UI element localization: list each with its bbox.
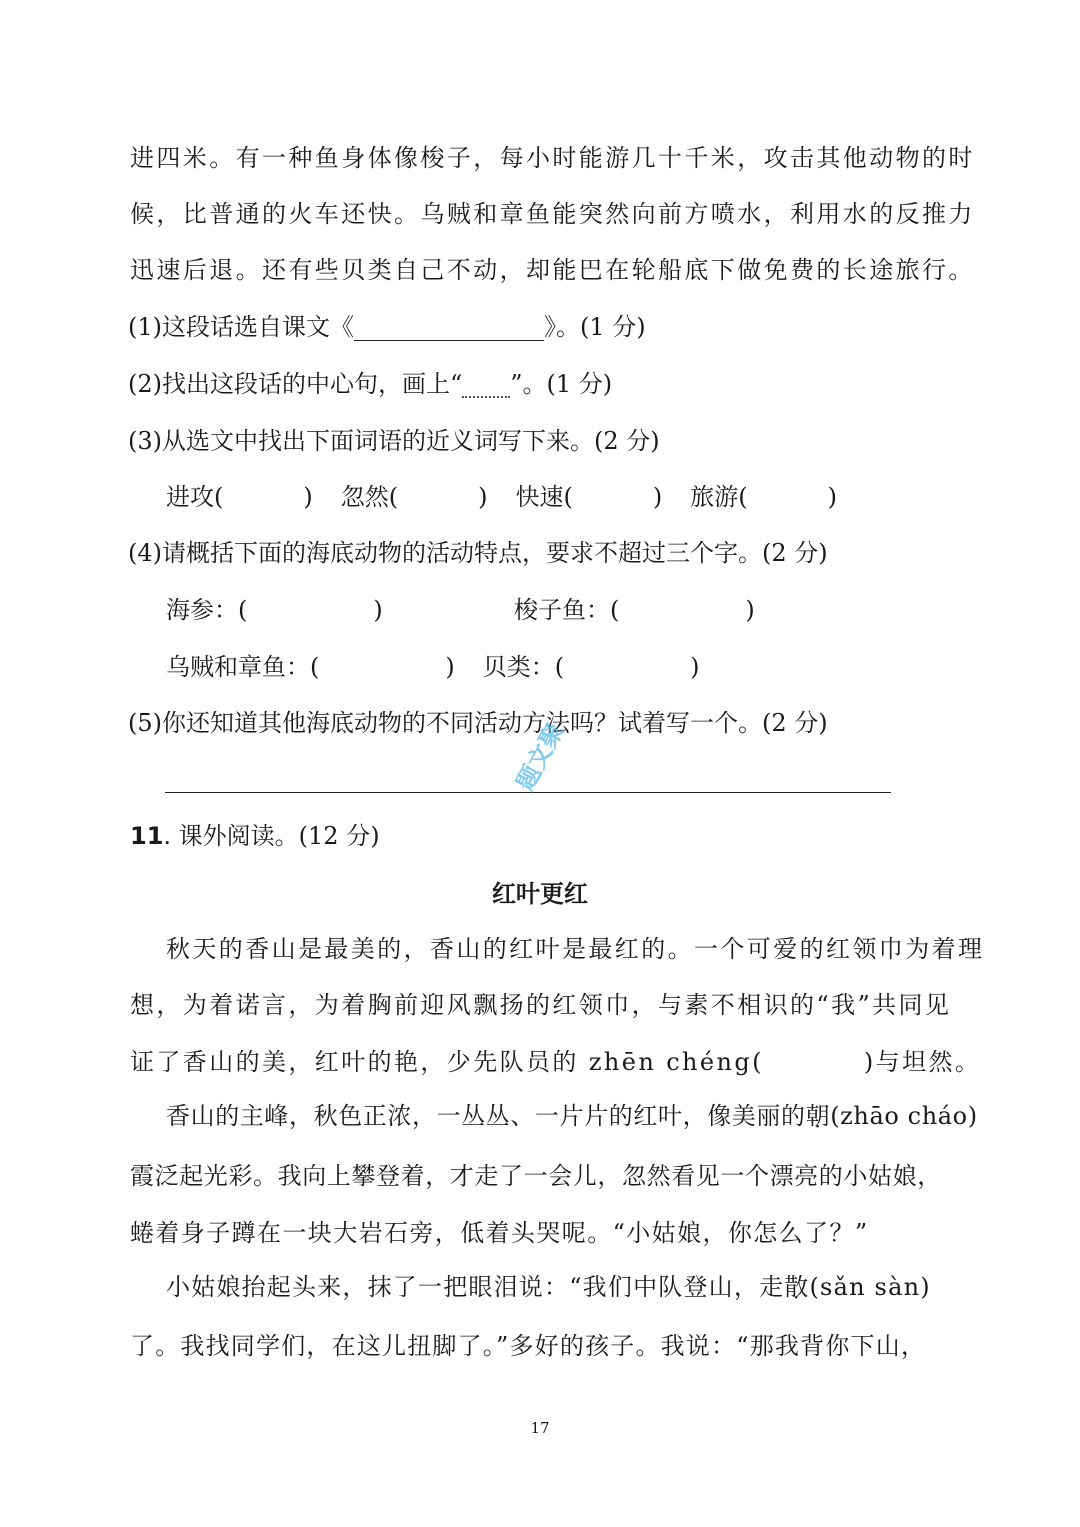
watermark-logo: 题文聚 [510, 718, 570, 796]
q4-close-2: ) [745, 596, 755, 624]
passage-line-2: 候，比普通的火车还快。乌贼和章鱼能突然向前方喷水，利用水的反推力 [130, 200, 975, 228]
dotted-char-zhao: 朝 [805, 1102, 831, 1130]
section-11-heading [130, 818, 380, 854]
question-1-score: 》。(1 分) [544, 313, 646, 341]
section-label: . 课外阅读。(12 分) [163, 822, 380, 850]
section-number: 11 [130, 822, 164, 850]
question-4-row-2 [166, 649, 700, 685]
dotted-char-san: 散 [784, 1273, 810, 1301]
q4-close-1: ) [373, 596, 383, 624]
q3-word-3: 快速( [515, 483, 573, 511]
story-p3-line-2: 了。我找同学们，在这儿扭脚了。”多好的孩子。我说：“那我背你下山， [130, 1332, 927, 1360]
q3-close-3: ) [652, 483, 663, 511]
question-3-words [166, 479, 837, 515]
q3-word-4: 旅游( [690, 483, 748, 511]
story-p2-line-1 [166, 1098, 978, 1134]
q3-close-4: ) [827, 483, 837, 511]
q4-close-3: ) [445, 653, 455, 681]
wavy-underline-mark [462, 376, 510, 398]
question-2-score: ”。(1 分) [510, 370, 613, 398]
q3-close-2: ) [478, 483, 488, 511]
story-p2-line-2: 霞泛起光彩。我向上攀登着，才走了一会儿，忽然看见一个漂亮的小姑娘， [130, 1162, 942, 1190]
story-title: 红叶更红 [492, 880, 588, 908]
question-2-text: (2)找出这段话的中心句，画上“ [128, 370, 463, 398]
question-4-row-1 [166, 592, 383, 628]
passage-line-1: 进四米。有一种鱼身体像梭子，每小时能游几十千米，攻击其他动物的时 [130, 144, 975, 172]
question-1 [128, 309, 646, 345]
question-4: (4)请概括下面的海底动物的活动特点，要求不超过三个字。(2 分) [128, 539, 828, 567]
q3-word-1: 进攻( [166, 483, 224, 511]
story-p3-line-1-text: 小姑娘抬起头来，抹了一把眼泪说：“我们中队登山，走 [166, 1273, 785, 1301]
story-p2-line-3: 蜷着身子蹲在一块大岩石旁，低着头哭呢。“小姑娘，你怎么了？” [130, 1219, 869, 1247]
question-1-text: (1)这段话选自课文《 [128, 313, 354, 341]
question-2 [128, 366, 612, 402]
story-p1-line-3 [130, 1044, 982, 1080]
question-5-answer-line[interactable] [165, 792, 891, 793]
story-p1-line-2: 想，为着诺言，为着胸前迎风飘扬的红领巾，与素不相识的“我”共同见 [130, 991, 952, 1019]
pronunciation-choice-1: (zhāo cháo) [830, 1102, 978, 1130]
question-3: (3)从选文中找出下面词语的近义词写下来。(2 分) [128, 427, 660, 455]
q4-item-4: 贝类：( [482, 653, 565, 681]
q4-item-2: 梭子鱼：( [514, 596, 620, 624]
story-p3-line-1 [166, 1269, 950, 1305]
pinyin-question-end: )与坦然。 [863, 1048, 982, 1076]
q3-close-1: ) [303, 483, 313, 511]
passage-line-3: 迅速后退。还有些贝类自己不动，却能巴在轮船底下做免费的长途旅行。 [130, 256, 975, 284]
q3-word-2: 忽然( [340, 483, 399, 511]
question-5: (5)你还知道其他海底动物的不同活动方法吗？试着写一个。(2 分) [128, 709, 828, 737]
question-4-row-1b [514, 592, 755, 628]
story-p2-line-1-text: 香山的主峰，秋色正浓，一丛丛、一片片的红叶，像美丽的 [166, 1102, 806, 1130]
question-1-answer-blank[interactable] [354, 318, 544, 341]
page-number: 17 [530, 1419, 550, 1437]
pronunciation-choice-2: (sǎn sàn) [809, 1273, 931, 1301]
pinyin-question: 证了香山的美，红叶的艳，少先队员的 zhēn chéng( [130, 1048, 764, 1076]
q4-item-1: 海参：( [166, 596, 248, 624]
q4-close-4: ) [690, 653, 700, 681]
story-p1-line-1: 秋天的香山是最美的，香山的红叶是最红的。一个可爱的红领巾为着理 [166, 935, 985, 963]
q4-item-3: 乌贼和章鱼：( [166, 653, 320, 681]
